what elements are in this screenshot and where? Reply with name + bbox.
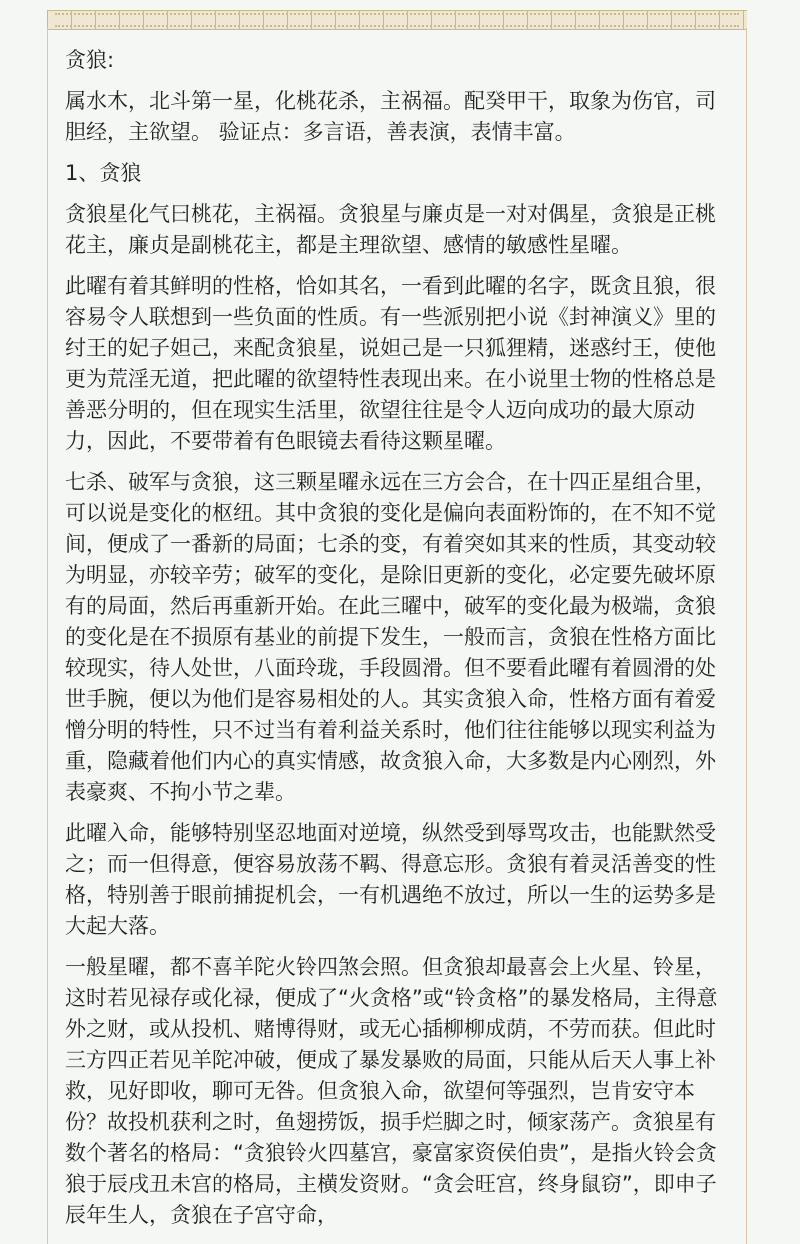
paragraph: 七杀、破军与贪狼，这三颗星曜永远在三方会合，在十四正星组合里，可以说是变化的枢纽。其中贪狼的变化是偏向表面粉饰的，在不知不觉间，便成了一番新的局面；七杀的变，有着突如其来的性质，其变动较为明显，亦较辛劳；破军的变化，是除旧更新的变化，必定要先破坏原有的局面，然后再重新开始。在此三曜中，破军的变化最为极端，贪狼的变化是在不损原有基业的前提下发生，一般而言，贪狼在性格方面比较现实，待人处世，八面玲珑，手段圆滑。但不要看此曜有着圆滑的处世手腕，便以为他们是容易相处的人。其实贪狼入命，性格方面有着爱憎分明的特性，只不过当有着利益关系时，他们往往能够以现实利益为重，隐藏着他们内心的真实情感，故贪狼入命，大多数是内心刚烈，外表豪爽、不拘小节之辈。 <box>65 470 716 804</box>
decorative-border <box>47 10 747 30</box>
article-heading: 贪狼: <box>65 48 115 72</box>
right-border-line <box>746 28 747 1244</box>
paragraph: 此曜入命，能够特别坚忍地面对逆境，纵然受到辱骂攻击，也能默然受之；而一但得意，便容易放荡不羁、得意忘形。贪狼有着灵活善变的性格，特别善于眼前捕捉机会，一有机遇绝不放过，所以一生的运势多是大起大落。 <box>65 821 716 938</box>
border-pattern <box>55 13 739 27</box>
section-title: 1、贪狼 <box>65 161 142 185</box>
left-border-line <box>47 28 48 1244</box>
paragraph: 此曜有着其鲜明的性格，恰如其名，一看到此曜的名字，既贪且狼，很容易令人联想到一些负面的性质。有一些派别把小说《封神演义》里的纣王的妃子妲己，来配贪狼星，说妲己是一只狐狸精，迷惑纣王，使他更为荒淫无道，把此曜的欲望特性表现出来。在小说里士物的性格总是善恶分明的，但在现实生活里，欲望往往是令人迈向成功的最大原动力，因此，不要带着有色眼镜去看待这颗星曜。 <box>65 274 716 453</box>
article-body <box>65 45 725 1241</box>
paragraph-intro: 属水木，北斗第一星，化桃花杀，主祸福。配癸甲干，取象为伤官，司胆经，主欲望。 验证点：多言语，善表演，表情丰富。 <box>65 89 716 144</box>
paragraph: 一般星曜，都不喜羊陀火铃四煞会照。但贪狼却最喜会上火星、铃星，这时若见禄存或化禄，便成了“火贪格”或“铃贪格”的暴发格局，主得意外之财，或从投机、赌博得财，或无心插柳柳成荫，不劳而获。但此时三方四正若见羊陀冲破，便成了暴发暴败的局面，只能从后天人事上补救，见好即收，聊可无咎。但贪狼入命，欲望何等强烈，岂肯安守本份？故投机获利之时，鱼翅捞饭，损手烂脚之时，倾家荡产。贪狼星有数个著名的格局：“贪狼铃火四墓宫，豪富家资侯伯贵”，是指火铃会贪狼于辰戌丑未宫的格局，主横发资财。“贪会旺宫，终身鼠窃”，即申子辰年生人，贪狼在子宫守命， <box>65 955 718 1227</box>
paragraph: 贪狼星化气曰桃花，主祸福。贪狼星与廉贞是一对对偶星，贪狼是正桃花主，廉贞是副桃花主，都是主理欲望、感情的敏感性星曜。 <box>65 202 716 257</box>
